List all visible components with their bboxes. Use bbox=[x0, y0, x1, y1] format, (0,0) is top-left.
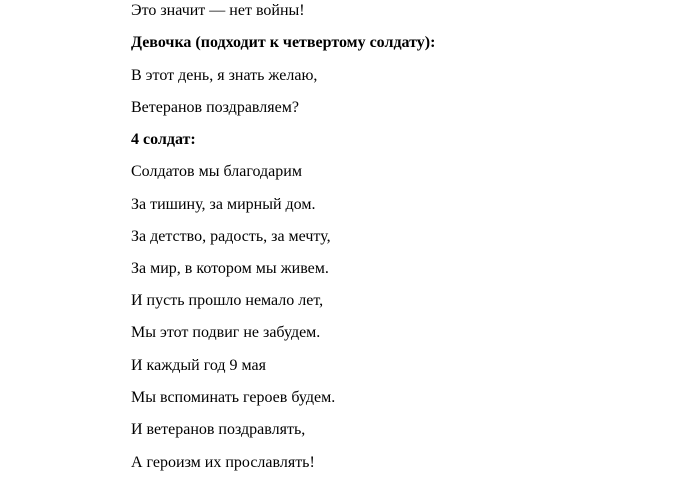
poem-line: И пусть прошло немало лет, bbox=[131, 292, 324, 309]
speaker-heading: Девочка (подходит к четвертому солдату): bbox=[131, 34, 436, 51]
poem-line: За мир, в котором мы живем. bbox=[131, 260, 329, 277]
poem-line: А героизм их прославлять! bbox=[131, 454, 315, 471]
speaker-heading: 4 солдат: bbox=[131, 131, 196, 148]
poem-line: И каждый год 9 мая bbox=[131, 357, 267, 374]
poem-line: Мы этот подвиг не забудем. bbox=[131, 324, 321, 341]
poem-line: И ветеранов поздравлять, bbox=[131, 421, 306, 438]
poem-line: Это значит — нет войны! bbox=[131, 2, 305, 19]
poem-line: За тишину, за мирный дом. bbox=[131, 196, 316, 213]
poem-line: Ветеранов поздравляем? bbox=[131, 99, 299, 116]
poem-line: В этот день, я знать желаю, bbox=[131, 67, 318, 84]
poem-line: Солдатов мы благодарим bbox=[131, 163, 302, 180]
poem-line: За детство, радость, за мечту, bbox=[131, 228, 331, 245]
poem-line: Мы вспоминать героев будем. bbox=[131, 389, 336, 406]
